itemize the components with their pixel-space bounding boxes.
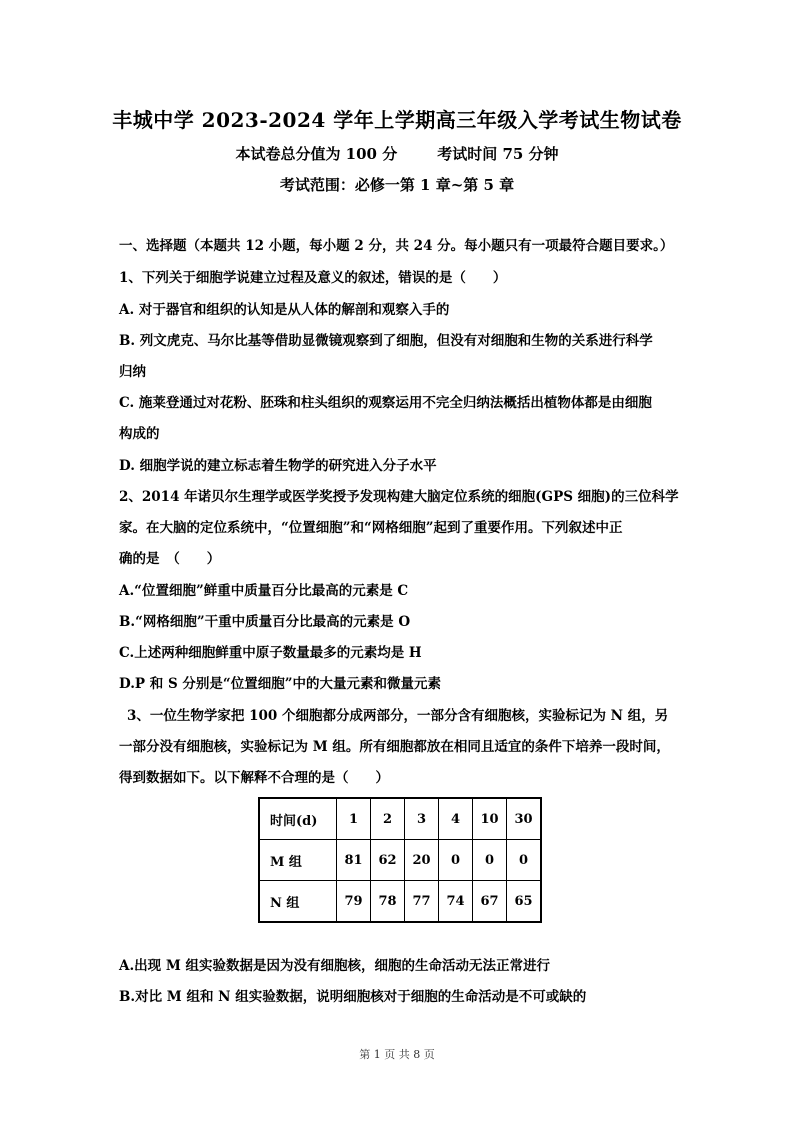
table-cell: 0 bbox=[507, 840, 542, 881]
q2-stem-line1: 2、2014 年诺贝尔生理学或医学奖授予发现构建大脑定位系统的细胞(GPS 细胞)的三位科学 bbox=[119, 489, 679, 505]
q3-option-a: A.出现 M 组实验数据是因为没有细胞核，细胞的生命活动无法正常进行 bbox=[119, 958, 551, 974]
q1-option-c-line2: 构成的 bbox=[119, 426, 160, 442]
table-cell: 2 bbox=[371, 798, 405, 840]
exam-title: 丰城中学 2023-2024 学年上学期高三年级入学考试生物试卷 bbox=[112, 108, 682, 132]
q2-option-b: B.“网格细胞”干重中质量百分比最高的元素是 O bbox=[119, 614, 411, 630]
q1-option-d: D. 细胞学说的建立标志着生物学的研究进入分子水平 bbox=[119, 458, 437, 474]
q2-stem-line2: 家。在大脑的定位系统中，“位置细胞”和“网格细胞”起到了重要作用。下列叙述中正 bbox=[119, 520, 623, 536]
q1-option-a: A. 对于器官和组织的认知是从人体的解剖和观察入手的 bbox=[119, 302, 450, 318]
table-cell: 10 bbox=[473, 798, 507, 840]
q2-option-d: D.P 和 S 分别是“位置细胞”中的大量元素和微量元素 bbox=[119, 676, 441, 692]
table-cell: M 组 bbox=[259, 840, 337, 881]
table-cell: 0 bbox=[439, 840, 473, 881]
table-cell: 78 bbox=[371, 881, 405, 923]
q3-option-b: B.对比 M 组和 N 组实验数据，说明细胞核对于细胞的生命活动是不可或缺的 bbox=[119, 989, 587, 1005]
table-row bbox=[259, 881, 541, 923]
table-header-row bbox=[259, 798, 541, 840]
section-heading: 一、选择题（本题共 12 小题，每小题 2 分，共 24 分。每小题只有一项最符合题目要求。） bbox=[119, 238, 674, 254]
q3-stem-line2: 一部分没有细胞核，实验标记为 M 组。所有细胞都放在相同且适宜的条件下培养一段时间， bbox=[119, 739, 670, 755]
q1-option-c-line1: C. 施莱登通过对花粉、胚珠和柱头组织的观察运用不完全归纳法概括出植物体都是由细胞 bbox=[119, 395, 652, 411]
q2-option-a: A.“位置细胞”鲜重中质量百分比最高的元素是 C bbox=[119, 583, 409, 599]
q2-option-c: C.上述两种细胞鲜重中原子数量最多的元素均是 H bbox=[119, 645, 422, 661]
table-cell: 65 bbox=[507, 881, 542, 923]
table-row bbox=[259, 840, 541, 881]
q3-stem-line1: 3、一位生物学家把 100 个细胞都分成两部分，一部分含有细胞核，实验标记为 N 组，另 bbox=[127, 708, 669, 724]
exam-info bbox=[0, 143, 794, 164]
page-number: 第 1 页 共 8 页 bbox=[359, 1048, 435, 1061]
q1-stem: 1、下列关于细胞学说建立过程及意义的叙述，错误的是（ ） bbox=[119, 270, 507, 286]
table-cell: 81 bbox=[337, 840, 371, 881]
table-cell: 1 bbox=[337, 798, 371, 840]
q2-stem-line3: 确的是 （ ） bbox=[119, 551, 221, 567]
table-cell: 74 bbox=[439, 881, 473, 923]
table-cell: 时间(d) bbox=[259, 798, 337, 840]
table-cell: 4 bbox=[439, 798, 473, 840]
q1-option-b-line2: 归纳 bbox=[119, 364, 146, 380]
time-info: 考试时间 75 分钟 bbox=[437, 145, 559, 163]
table-cell: 0 bbox=[473, 840, 507, 881]
table-cell: N 组 bbox=[259, 881, 337, 923]
table-cell: 62 bbox=[371, 840, 405, 881]
q3-data-table bbox=[258, 797, 542, 923]
q1-option-b-line1: B. 列文虎克、马尔比基等借助显微镜观察到了细胞，但没有对细胞和生物的关系进行科学 bbox=[119, 333, 653, 349]
q3-stem-line3: 得到数据如下。以下解释不合理的是（ ） bbox=[119, 770, 389, 786]
table-cell: 30 bbox=[507, 798, 542, 840]
table-cell: 77 bbox=[405, 881, 439, 923]
table-cell: 67 bbox=[473, 881, 507, 923]
table-cell: 79 bbox=[337, 881, 371, 923]
score-info: 本试卷总分值为 100 分 bbox=[235, 145, 398, 163]
exam-scope: 考试范围：必修一第 1 章~第 5 章 bbox=[279, 176, 515, 194]
table-cell: 20 bbox=[405, 840, 439, 881]
table-cell: 3 bbox=[405, 798, 439, 840]
